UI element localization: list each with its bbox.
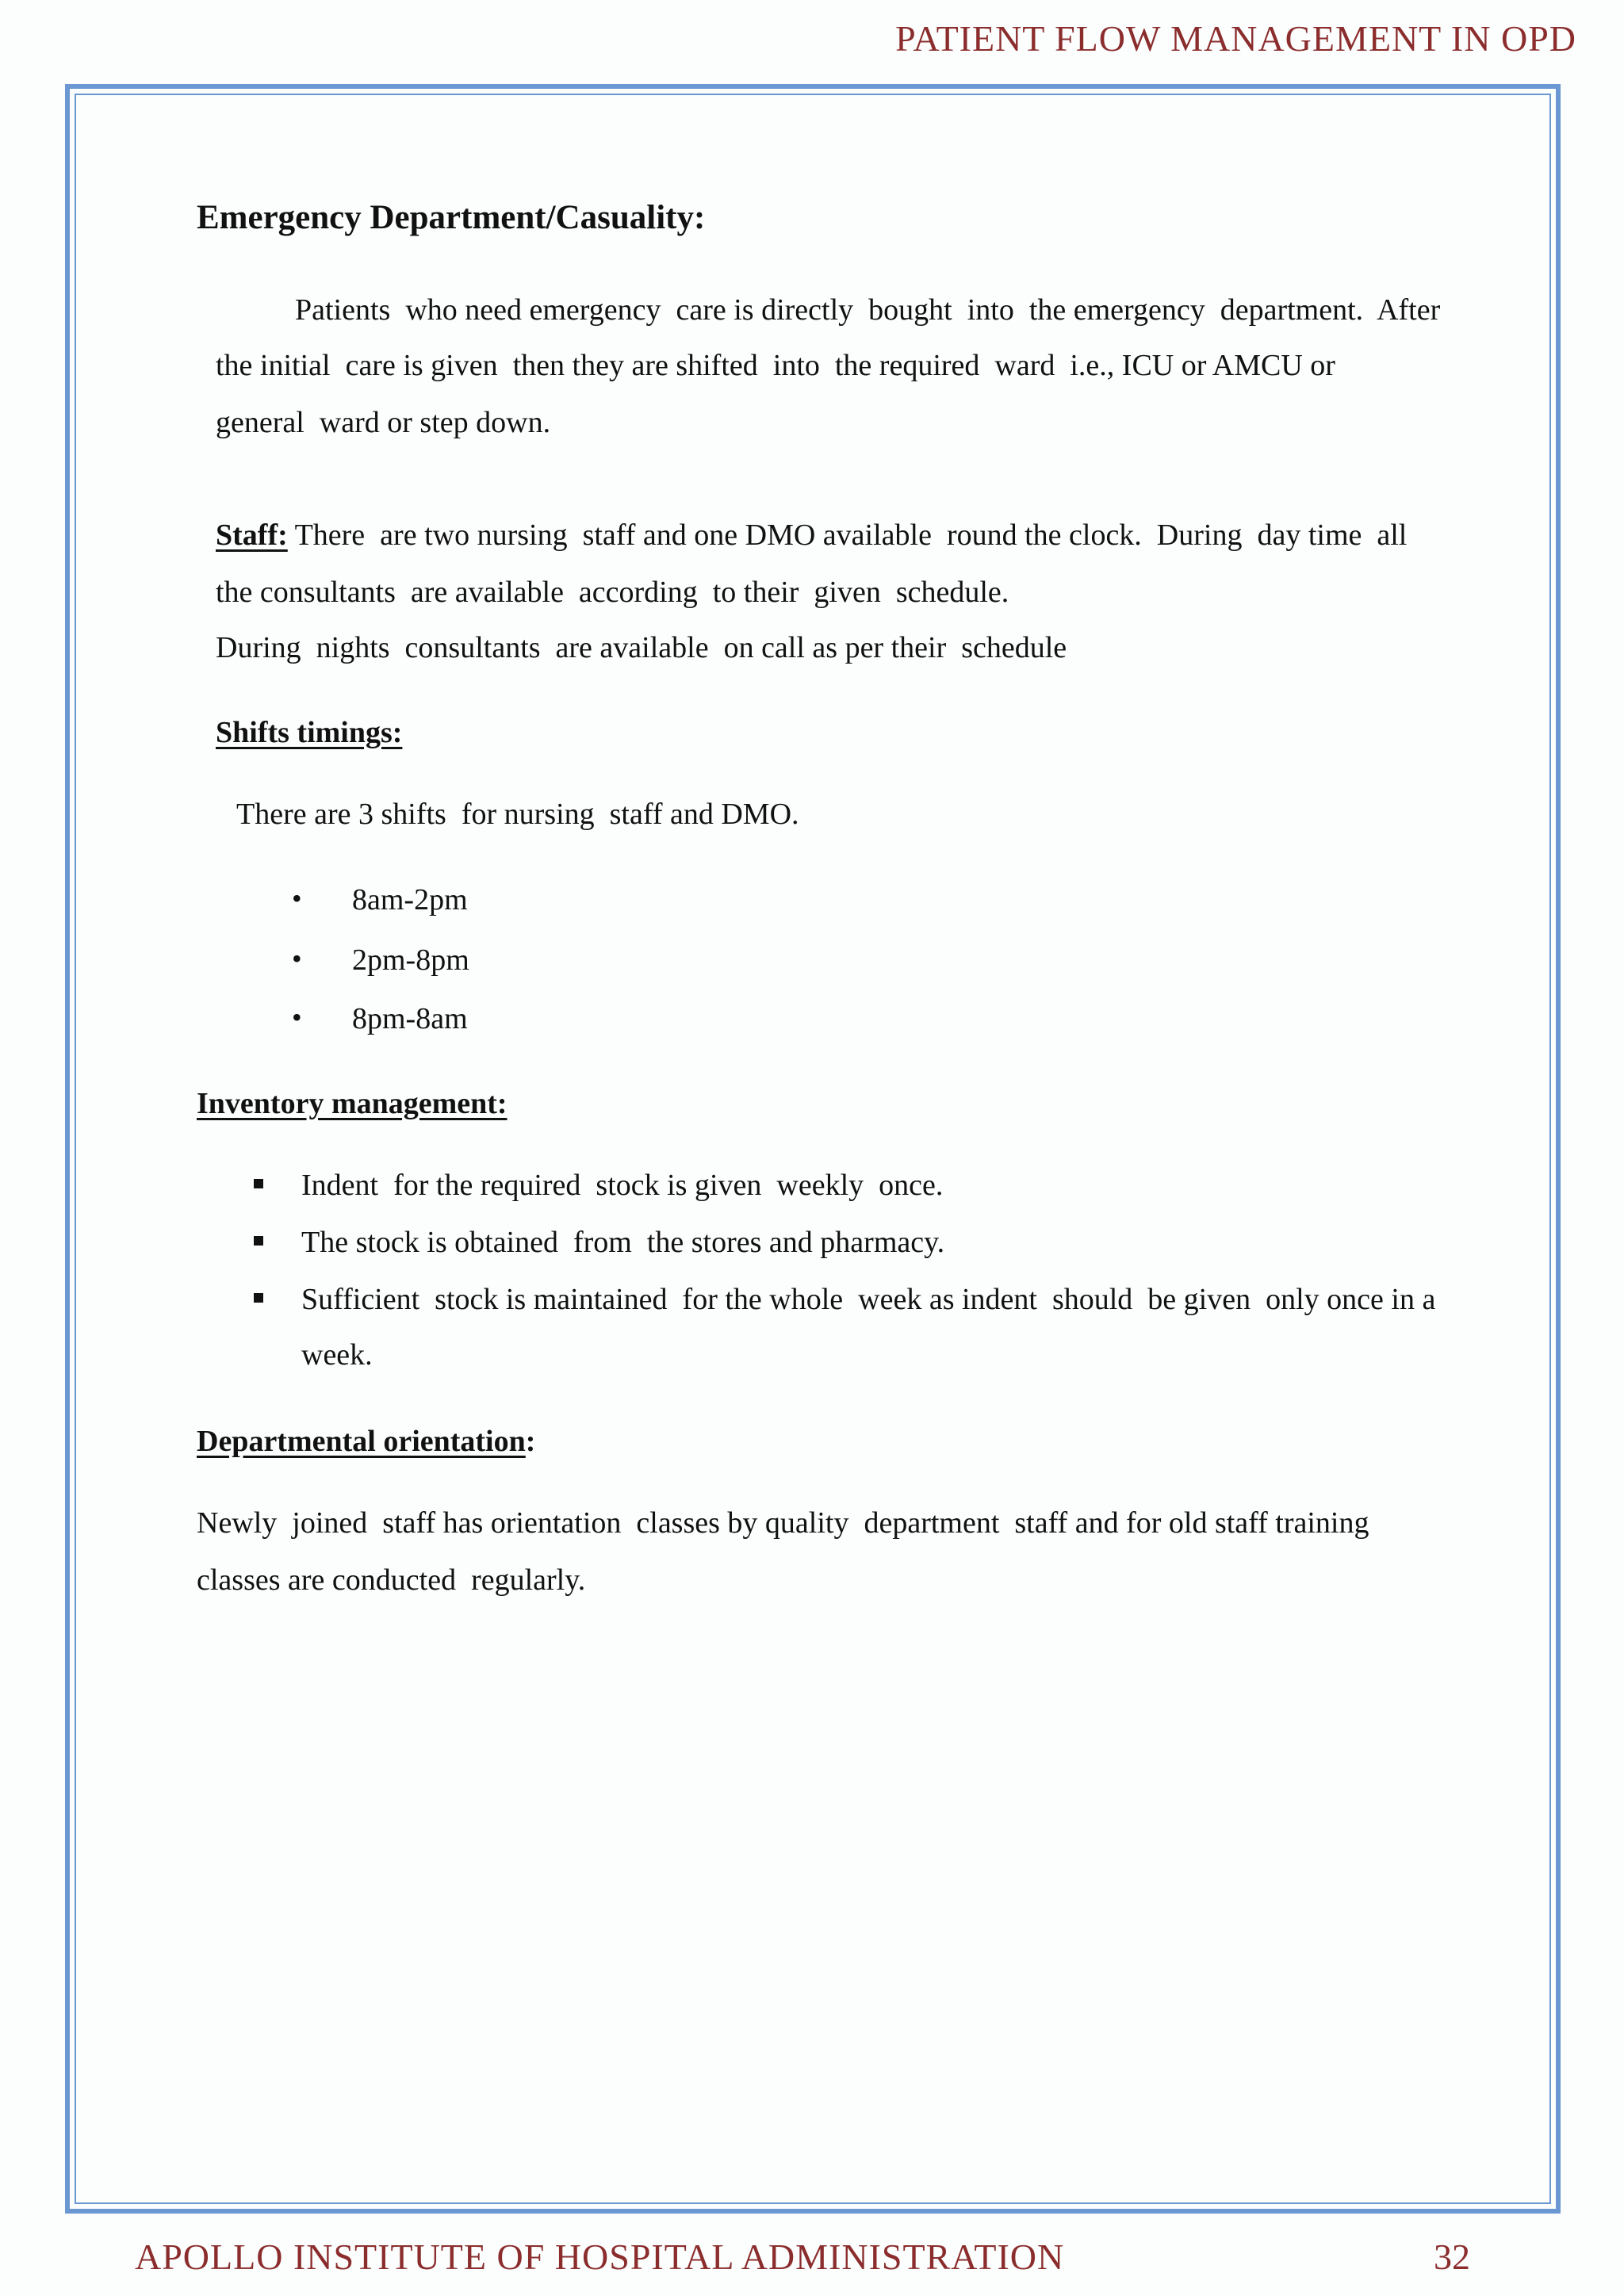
bullet-dot-icon: • (292, 882, 302, 914)
staff-line-2: the consultants are available according to their given schedule. (216, 576, 1009, 609)
bullet-dot-icon: • (292, 943, 302, 974)
footer-institute-name: APOLLO INSTITUTE OF HOSPITAL ADMINISTRATION (135, 2237, 1065, 2277)
shift-item: 8am-2pm (352, 883, 468, 916)
running-header-title: PATIENT FLOW MANAGEMENT IN OPD (895, 18, 1576, 59)
staff-label: Staff: (216, 519, 288, 552)
orientation-heading: Departmental orientation (197, 1425, 526, 1458)
inventory-item: The stock is obtained from the stores and pharmacy. (301, 1226, 945, 1259)
intro-line-1: Patients who need emergency care is directly bought into the emergency department. After (295, 293, 1441, 327)
inventory-heading: Inventory management: (197, 1087, 508, 1120)
staff-paragraph-line-1 (216, 520, 1407, 550)
page-number: 32 (1434, 2237, 1470, 2277)
staff-line-1-text: There are two nursing staff and one DMO available round the clock. During day time all (287, 519, 1408, 552)
orientation-colon: : (525, 1425, 536, 1458)
shift-item: 8pm-8am (352, 1002, 468, 1035)
inventory-item-continuation: week. (301, 1338, 373, 1372)
shift-item: 2pm-8pm (352, 943, 469, 977)
intro-line-3: general ward or step down. (216, 406, 551, 439)
orientation-heading-line (197, 1424, 535, 1459)
bullet-square-icon (254, 1179, 263, 1188)
intro-line-2: the initial care is given then they are shifted into the required ward i.e., ICU or AMCU or (216, 349, 1335, 382)
shifts-heading: Shifts timings: (216, 716, 403, 749)
bullet-square-icon (254, 1236, 263, 1246)
inventory-item: Indent for the required stock is given weekly once. (301, 1169, 944, 1202)
section-heading: Emergency Department/Casuality: (197, 199, 706, 236)
shifts-intro: There are 3 shifts for nursing staff and DMO. (236, 798, 799, 831)
inventory-item: Sufficient stock is maintained for the whole week as indent should be given only once in a (301, 1283, 1436, 1316)
orientation-line-2: classes are conducted regularly. (197, 1563, 586, 1597)
bullet-square-icon (254, 1293, 263, 1303)
staff-line-3: During nights consultants are available on call as per their schedule (216, 631, 1067, 664)
orientation-line-1: Newly joined staff has orientation classes by quality department staff and for old staff training (197, 1506, 1369, 1540)
bullet-dot-icon: • (292, 1001, 302, 1033)
